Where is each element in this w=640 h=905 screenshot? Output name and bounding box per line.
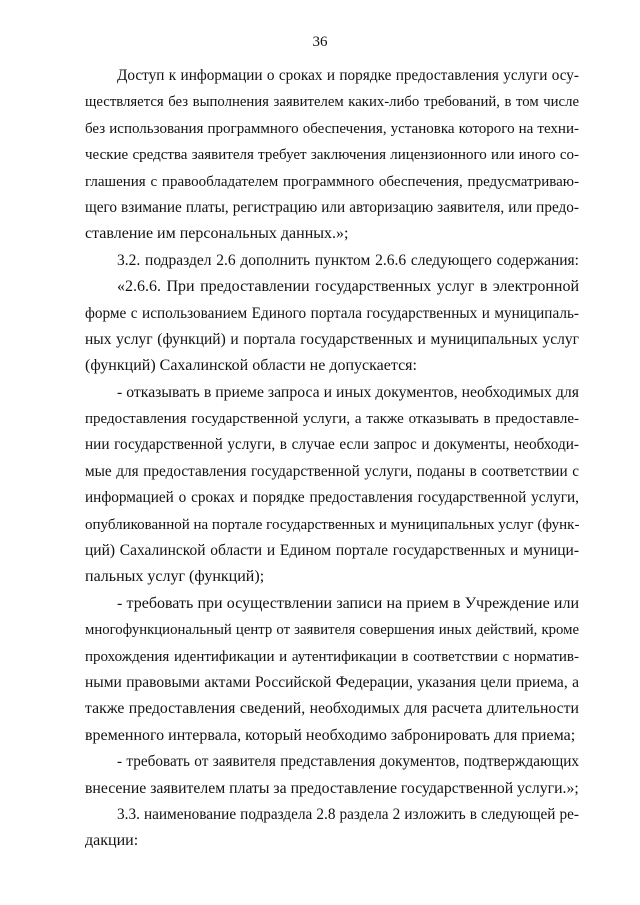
text-line: (функций) Сахалинской области не допускается: bbox=[85, 357, 417, 375]
text-line: - требовать при осуществлении записи на прием в Учреждение или bbox=[117, 594, 579, 612]
text-line: щего взимание платы, регистрацию или авторизацию заявителя, или предо- bbox=[85, 198, 579, 216]
text-line: ществляется без выполнения заявителем каких-либо требований, в том числе bbox=[85, 94, 579, 111]
text-line: также предоставления сведений, необходимых для расчета длительности bbox=[85, 700, 579, 718]
text-line: - отказывать в приеме запроса и иных документов, необходимых для bbox=[117, 383, 579, 401]
text-line: ных услуг (функций) и портала государственных и муниципальных услуг bbox=[85, 330, 579, 348]
text-line: «2.6.6. При предоставлении государственных услуг в электронной bbox=[117, 278, 579, 296]
text-line: информацией о сроках и порядке предоставления государственной услуги, bbox=[85, 489, 579, 507]
text-line: прохождения идентификации и аутентификации в соответствии с норматив- bbox=[85, 648, 579, 665]
text-line: временного интервала, который необходимо забронировать для приема; bbox=[85, 726, 576, 744]
text-line: дакции: bbox=[85, 832, 139, 850]
text-line: Доступ к информации о сроках и порядке предоставления услуги осу- bbox=[117, 67, 579, 84]
text-line: без использования программного обеспечения, установка которого на техни- bbox=[85, 120, 579, 137]
text-line: внесение заявителем платы за предоставление государственной услуги.»; bbox=[85, 779, 579, 797]
text-line: мые для предоставления государственной услуги, поданы в соответствии с bbox=[85, 462, 579, 480]
text-line: 3.2. подраздел 2.6 дополнить пунктом 2.6.6 следующего содержания: bbox=[117, 251, 579, 269]
text-line: ными правовыми актами Российской Федерации, указания цели приема, а bbox=[85, 673, 579, 691]
text-line: пальных услуг (функций); bbox=[85, 568, 265, 586]
text-line: форме с использованием Единого портала государственных и муниципаль- bbox=[85, 304, 579, 322]
text-line: нии государственной услуги, в случае если запрос и документы, необходи- bbox=[85, 436, 579, 454]
text-line: ческие средства заявителя требует заключения лицензионного или иного со- bbox=[85, 147, 579, 164]
text-line: многофункциональный центр от заявителя совершения иных действий, кроме bbox=[85, 622, 579, 639]
page-number: 36 bbox=[312, 34, 328, 50]
text-line: ций) Сахалинской области и Едином портале государственных и муници- bbox=[85, 542, 579, 560]
text-line: глашения с правообладателем программного обеспечения, предусматриваю- bbox=[85, 173, 579, 190]
document-body bbox=[85, 63, 579, 855]
text-line: ставление им персональных данных.»; bbox=[85, 225, 349, 243]
text-line: предоставления государственной услуги, а также отказывать в предоставле- bbox=[85, 411, 579, 428]
text-line: 3.3. наименование подраздела 2.8 раздела 2 изложить в следующей ре- bbox=[117, 805, 579, 823]
text-line: - требовать от заявителя представления документов, подтверждающих bbox=[117, 753, 579, 771]
text-line: опубликованной на портале государственных и муниципальных услуг (функ- bbox=[85, 516, 580, 533]
